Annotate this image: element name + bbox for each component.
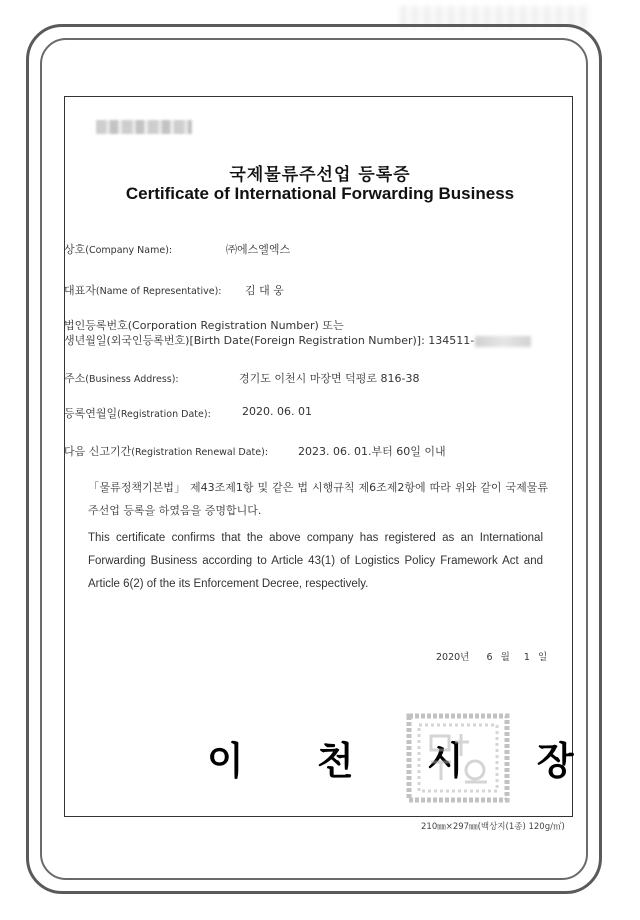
issuer-title: 이 천 시 장 (207, 738, 604, 783)
body-text-korean: 「물류정책기본법」 제43조제1항 및 같은 법 시행규칙 제6조제2항에 따라 위와 같이 국제물류주선업 등록을 하였음을 증명합니다. (88, 481, 548, 517)
body-text-english: This certificate confirms that the above company has registered as an International Forwarding Business according to Article 43(1) of Logistics Policy Framework Act and Article 6(2) of the its Enforcement Decree, respectively. (88, 532, 543, 590)
field-company-name (64, 241, 291, 257)
registration-date-label-en: (Registration Date): (117, 409, 211, 420)
issue-date (436, 649, 549, 663)
renewal-label: 다음 신고기간 (64, 445, 132, 458)
title-korean: 국제물류주선업 등록증 (229, 165, 411, 185)
issue-day-unit: 일 (537, 652, 548, 663)
registration-date-value: 2020. 06. 01 (242, 405, 312, 418)
issue-month-unit: 월 (500, 652, 510, 663)
field-registration-number-label1 (64, 317, 344, 333)
registration-number-value: 134511- (428, 334, 475, 347)
registration-number-label-line2: 생년월일(외국인등록번호)[Birth Date(Foreign Registration Number)]: (64, 334, 425, 347)
renewal-value: 2023. 06. 01.부터 60일 이내 (298, 445, 446, 458)
issue-day: 1 (523, 652, 530, 663)
company-label-en: (Company Name): (85, 245, 173, 256)
issue-year: 2020년 (436, 652, 470, 663)
field-business-address (64, 370, 420, 386)
field-registration-number (64, 332, 531, 348)
paper-spec: 210㎜×297㎜(백상지(1종) 120g/㎡) (421, 822, 565, 832)
registration-number-label-line1: 법인등록번호(Corporation Registration Number) 또는 (64, 319, 344, 332)
field-registration-date (64, 405, 312, 421)
redacted-document-number (96, 120, 192, 134)
company-label: 상호 (64, 243, 86, 256)
field-renewal-date (64, 443, 446, 459)
company-value: ㈜에스엘엑스 (226, 243, 291, 256)
registration-date-label: 등록연월일 (64, 407, 118, 420)
address-value: 경기도 이천시 마장면 덕평로 816-38 (239, 372, 420, 385)
representative-label-en: (Name of Representative): (95, 286, 222, 297)
representative-label: 대표자 (64, 284, 96, 297)
representative-value: 김 대 웅 (245, 284, 284, 297)
issue-month: 6 (486, 652, 493, 663)
title-english: Certificate of International Forwarding Business (125, 184, 515, 203)
renewal-label-en: (Registration Renewal Date): (131, 447, 269, 458)
field-representative (64, 282, 284, 298)
address-label: 주소 (64, 372, 86, 385)
address-label-en: (Business Address): (85, 374, 179, 385)
redacted-registration-suffix (475, 336, 531, 347)
official-seal-stamp (405, 712, 511, 804)
